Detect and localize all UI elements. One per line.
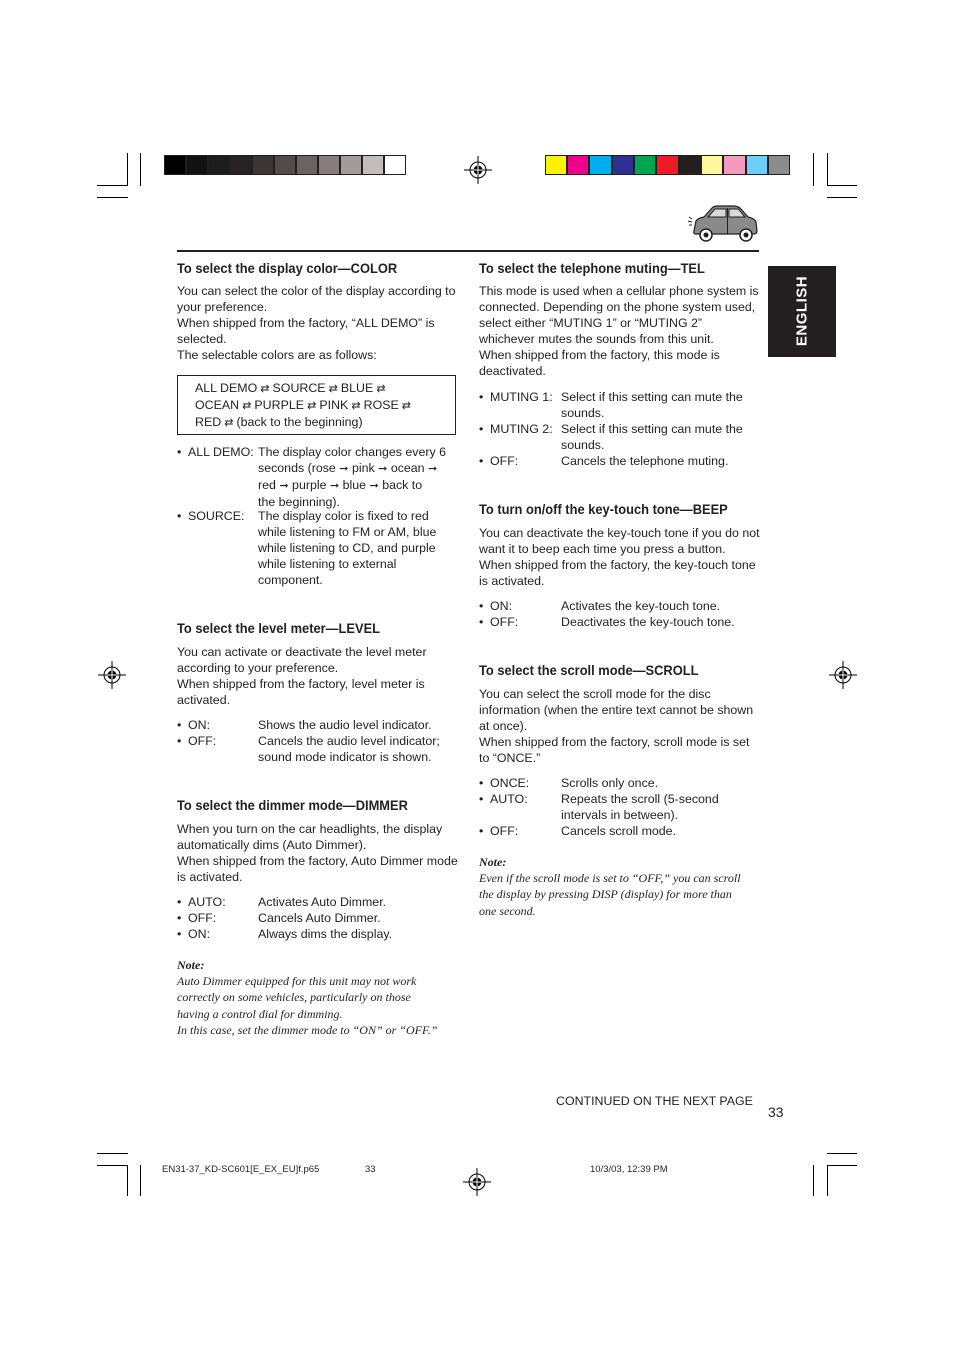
page-number: 33: [768, 1104, 784, 1120]
color-intro: [177, 283, 462, 363]
bullet: •: [177, 718, 182, 732]
color-swatch: [679, 155, 701, 175]
sequence-line: [195, 397, 411, 414]
option-desc: Select if this setting can mute the sounds.: [561, 422, 743, 452]
option-row: [177, 910, 462, 926]
color-swatch: [656, 155, 679, 175]
note-line: correctly on some vehicles, particularly on those: [177, 990, 411, 1005]
color-swatch: [230, 155, 252, 175]
crop-mark: [827, 1165, 828, 1196]
registration-mark-icon: [464, 156, 492, 184]
registration-mark-icon: [463, 1168, 491, 1196]
section-heading-tel: To select the telephone muting—TEL: [479, 260, 705, 276]
option-desc: Select if this setting can mute the sounds.: [561, 390, 743, 420]
color-name: RED: [195, 415, 222, 429]
tel-intro: [479, 283, 761, 380]
desc-line: [258, 460, 462, 477]
note-line: In this case, set the dimmer mode to “ON” or “OFF.”: [177, 1023, 438, 1038]
option-desc: Scrolls only once.: [561, 776, 659, 790]
color-name: PINK: [319, 398, 349, 412]
option-key: MUTING 1:: [490, 390, 553, 404]
color-name: ALL DEMO: [195, 381, 258, 395]
option-key: ONCE:: [490, 776, 530, 790]
option-row: [177, 733, 462, 765]
language-tab-label: ENGLISH: [793, 275, 811, 347]
arrow-right-icon: ➞: [279, 480, 289, 492]
note-line: the display by pressing DISP (display) for more than: [479, 887, 732, 902]
option-desc: Repeats the scroll (5-second intervals in between).: [561, 792, 719, 822]
color-swatch: [701, 155, 723, 175]
desc-line: the beginning).: [258, 495, 340, 509]
registration-mark-icon: [829, 661, 857, 689]
option-key: AUTO:: [188, 895, 226, 909]
paragraph: When shipped from the factory, “ALL DEMO” is selected.: [177, 316, 435, 347]
option-desc: Cancels the audio level indicator; sound mode indicator is shown.: [258, 734, 440, 764]
footer-filename: EN31-37_KD-SC601[E_EX_EU]f.p65: [162, 1164, 320, 1175]
color-swatch: [186, 155, 208, 175]
bullet: •: [177, 895, 182, 909]
color-sequence: [195, 380, 411, 431]
cycle-arrows-icon: ⇄: [304, 400, 320, 412]
color-swatch: [545, 155, 567, 175]
sequence-line: [195, 380, 411, 397]
scroll-intro: [479, 686, 763, 766]
bullet: •: [177, 911, 182, 925]
crop-mark: [140, 1165, 141, 1196]
continued-notice: CONTINUED ON THE NEXT PAGE: [556, 1094, 753, 1108]
crop-mark: [127, 153, 128, 186]
paragraph: When you turn on the car headlights, the display automatically dims (Auto Dimmer).: [177, 822, 443, 853]
crop-mark: [827, 197, 857, 198]
crop-mark: [813, 153, 814, 186]
option-key: ON:: [188, 718, 211, 732]
footer-page: 33: [365, 1164, 376, 1175]
bullet: •: [479, 776, 484, 790]
paragraph: When shipped from the factory, the key-touch tone is activated.: [479, 558, 756, 589]
bullet: •: [479, 792, 484, 806]
option-row: [177, 717, 462, 733]
option-key: OFF:: [490, 454, 519, 468]
color-swatch: [723, 155, 746, 175]
cycle-arrows-icon: ⇄: [373, 383, 386, 395]
beep-options: [479, 598, 761, 630]
arrow-right-icon: ➞: [428, 463, 438, 475]
option-desc: Activates Auto Dimmer.: [258, 895, 387, 909]
note-line: one second.: [479, 903, 536, 918]
color-swatch: [384, 155, 406, 175]
section-heading-beep: To turn on/off the key-touch tone—BEEP: [479, 501, 728, 517]
option-row: [177, 894, 462, 910]
cycle-arrows-icon: ⇄: [257, 383, 273, 395]
option-key: OFF:: [490, 824, 519, 838]
paragraph: When shipped from the factory, level meter is activated.: [177, 677, 425, 708]
color-swatch: [340, 155, 362, 175]
sequence-line: [195, 414, 411, 431]
option-key: ALL DEMO:: [188, 445, 254, 459]
section-heading-color: To select the display color—COLOR: [177, 260, 398, 276]
cycle-arrows-icon: ⇄: [221, 417, 237, 429]
paragraph: When shipped from the factory, Auto Dimmer mode is activated.: [177, 854, 458, 885]
color-swatch: [589, 155, 612, 175]
color-swatch: [612, 155, 634, 175]
option-key: SOURCE:: [188, 509, 245, 523]
crop-mark: [97, 185, 128, 186]
note-line: Auto Dimmer equipped for this unit may not work: [177, 974, 417, 988]
desc-text: purple: [292, 478, 327, 492]
paragraph: You can activate or deactivate the level meter according to your preference.: [177, 645, 427, 676]
option-row: [479, 421, 761, 453]
color-swatch: [208, 155, 230, 175]
crop-mark: [827, 153, 828, 186]
color-swatch: [768, 155, 790, 175]
note-line: having a control dial for dimming.: [177, 1006, 343, 1021]
level-options: [177, 717, 462, 765]
arrow-right-icon: ➞: [378, 463, 388, 475]
bullet: •: [479, 454, 484, 468]
paragraph: You can select the scroll mode for the disc information (when the entire text cannot be shown at once).: [479, 687, 754, 734]
registration-mark-icon: [98, 661, 126, 689]
color-swatch: [252, 155, 274, 175]
option-row: [479, 598, 761, 614]
note-title: Note:: [479, 855, 507, 869]
paragraph: This mode is used when a cellular phone system is connected. Depending on the phone system used, select either “MUTING 1” or “MUTING 2” whichever mutes the sounds from this unit.: [479, 284, 759, 347]
color-swatch: [318, 155, 340, 175]
crop-mark: [827, 185, 857, 186]
cycle-arrows-icon: ⇄: [239, 400, 255, 412]
option-key: ON:: [490, 599, 513, 613]
option-key: OFF:: [188, 911, 217, 925]
arrow-right-icon: ➞: [329, 480, 340, 492]
crop-mark: [127, 1165, 128, 1196]
color-swatch: [164, 155, 186, 175]
note-body: [177, 973, 467, 1039]
beep-intro: [479, 525, 761, 589]
option-desc: The display color is fixed to red while listening to FM or AM, blue while listening to CD, and purple while listening to external component.: [258, 509, 437, 587]
option-row: [479, 614, 761, 630]
desc-text: pink: [351, 461, 375, 475]
crop-mark: [827, 1165, 857, 1166]
paragraph: You can deactivate the key-touch tone if you do not want it to beep each time you press a button.: [479, 526, 760, 557]
option-desc: Cancels scroll mode.: [561, 824, 677, 838]
bullet: •: [177, 445, 185, 459]
paragraph: When shipped from the factory, this mode is deactivated.: [479, 348, 720, 379]
crop-mark: [813, 1165, 814, 1196]
color-swatch: [274, 155, 296, 175]
option-key: OFF:: [188, 734, 217, 748]
paragraph: The selectable colors are as follows:: [177, 348, 377, 363]
bullet: •: [177, 734, 182, 748]
car-icon: [688, 203, 760, 245]
bullet: •: [479, 390, 484, 404]
option-desc: Cancels Auto Dimmer.: [258, 911, 381, 925]
dimmer-intro: [177, 821, 462, 885]
paragraph: You can select the color of the display according to your preference.: [177, 284, 456, 315]
language-tab: [768, 266, 836, 357]
desc-line: [258, 477, 462, 494]
desc-text: seconds (rose: [258, 461, 336, 475]
bullet: •: [479, 422, 484, 436]
desc-line: The display color changes every 6: [258, 445, 447, 459]
crop-mark: [97, 1165, 128, 1166]
note-line: Even if the scroll mode is set to “OFF,” you can scroll: [479, 871, 741, 885]
color-swatch: [567, 155, 589, 175]
crop-mark: [97, 1153, 128, 1154]
option-desc: Always dims the display.: [258, 927, 393, 941]
cycle-arrows-icon: ⇄: [398, 400, 412, 412]
dimmer-options: [177, 894, 462, 942]
option-key: OFF:: [490, 615, 519, 629]
desc-text: blue: [342, 478, 367, 492]
color-swatch: [362, 155, 384, 175]
arrow-right-icon: ➞: [339, 463, 349, 475]
option-row: [479, 389, 761, 421]
bullet: •: [177, 509, 185, 523]
bullet: •: [479, 599, 484, 613]
desc-text: ocean: [390, 461, 425, 475]
color-name: SOURCE: [272, 381, 326, 395]
section-heading-scroll: To select the scroll mode—SCROLL: [479, 662, 699, 678]
color-swatch: [746, 155, 768, 175]
crop-mark: [97, 197, 128, 198]
option-desc: [258, 444, 462, 510]
desc-text: red: [258, 478, 276, 492]
option-row: [177, 508, 462, 588]
option-row: [177, 926, 462, 942]
option-desc: Deactivates the key-touch tone.: [561, 615, 735, 629]
color-name: ROSE: [363, 398, 399, 412]
option-key: MUTING 2:: [490, 422, 553, 436]
option-row: [479, 453, 761, 469]
bullet: •: [479, 824, 484, 838]
bullet: •: [177, 927, 182, 941]
section-heading-level: To select the level meter—LEVEL: [177, 620, 381, 636]
paragraph: When shipped from the factory, scroll mode is set to “ONCE.”: [479, 735, 750, 766]
desc-text: back to: [382, 478, 423, 492]
cycle-arrows-icon: ⇄: [348, 400, 364, 412]
option-row: [177, 444, 462, 508]
option-key: AUTO:: [490, 792, 528, 806]
color-swatch: [634, 155, 656, 175]
option-row: [479, 775, 761, 791]
cycle-arrows-icon: ⇄: [325, 383, 341, 395]
color-swatch: [296, 155, 318, 175]
bullet: •: [479, 615, 484, 629]
arrow-right-icon: ➞: [369, 480, 379, 492]
header-rule: [177, 250, 759, 252]
crop-mark: [827, 1153, 857, 1154]
section-heading-dimmer: To select the dimmer mode—DIMMER: [177, 797, 408, 813]
color-name: BLUE: [340, 381, 374, 395]
option-desc: Cancels the telephone muting.: [561, 454, 729, 468]
color-name: PURPLE: [254, 398, 305, 412]
option-desc: Activates the key-touch tone.: [561, 599, 721, 613]
option-desc: Shows the audio level indicator.: [258, 718, 432, 732]
level-intro: [177, 644, 462, 708]
scroll-options: [479, 775, 761, 839]
footer-date: 10/3/03, 12:39 PM: [590, 1164, 668, 1175]
color-options: [177, 444, 462, 588]
color-sequence-box: [177, 375, 456, 435]
option-row: [479, 823, 761, 839]
note-title: Note:: [177, 958, 205, 972]
tel-options: [479, 389, 761, 469]
sequence-tail: (back to the beginning): [236, 415, 363, 429]
crop-mark: [140, 153, 141, 186]
option-row: [479, 791, 761, 823]
note-body: [479, 870, 763, 919]
option-key: ON:: [188, 927, 211, 941]
color-name: OCEAN: [195, 398, 240, 412]
